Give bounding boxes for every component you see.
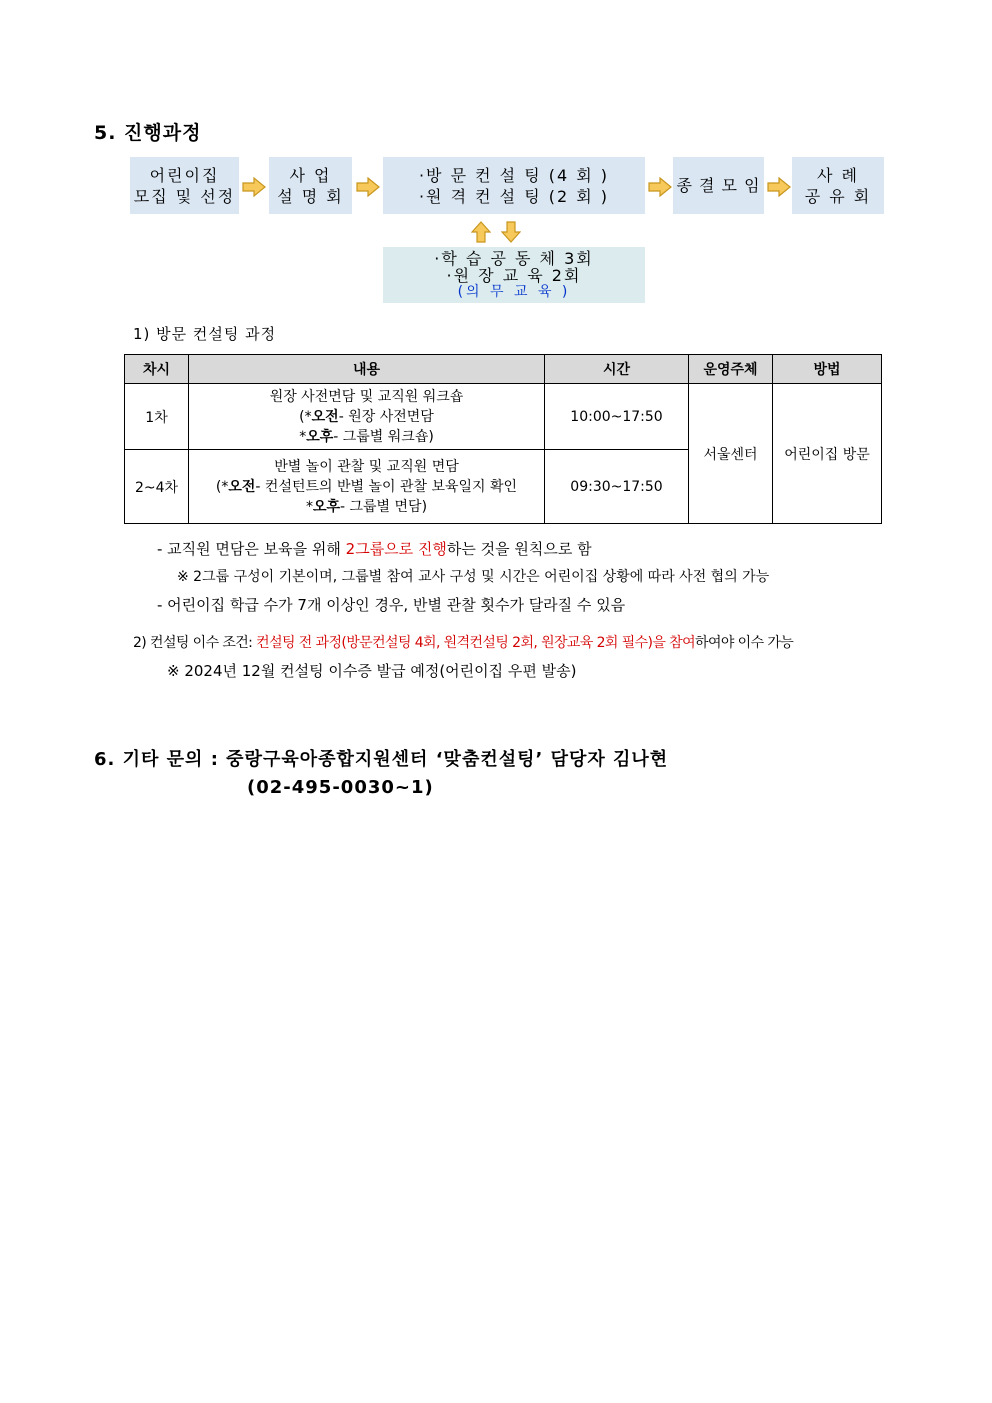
flow-step-case-sharing: [792, 157, 884, 214]
section6-contact: 6. 기타 문의 : 중랑구육아종합지원센터 ‘맞춤컨설팅’ 담당자 김나현: [94, 749, 669, 770]
content-line2: [189, 477, 544, 497]
session-cell: 2~4차: [125, 450, 189, 524]
arrow-right-icon: [242, 177, 266, 197]
content-line3-bold: 오후: [306, 428, 334, 445]
header-operator: 운영주체: [689, 355, 773, 384]
note-interview-post: 하는 것을 원칙으로 함: [446, 540, 592, 558]
content-line2-rest: - 원장 사전면담: [338, 408, 434, 425]
content-line1: 반별 놀이 관찰 및 교직원 면담: [274, 458, 459, 475]
content-line2-rest: - 컨설턴트의 반별 놀이 관찰 보육일지 확인: [255, 478, 518, 495]
arrow-right-icon: [648, 177, 672, 197]
arrow-right-icon: [356, 177, 380, 197]
flow-sub-line2: ·원 장 교 육 2회: [446, 265, 582, 285]
arrow-up-icon: [471, 221, 491, 243]
table-header-row: [125, 355, 882, 384]
content-cell: [189, 384, 545, 450]
flow-step-briefing: [269, 157, 352, 214]
section5-title: 5. 진행과정: [94, 122, 202, 144]
note-interview-highlight: 2그룹으로 진행: [345, 540, 447, 558]
flow-step-closing-label: 종 결 모 임: [676, 176, 761, 195]
header-time: 시간: [545, 355, 689, 384]
content-line3-rest: - 그룹별 면담): [340, 498, 428, 515]
content-line2-prefix: (*: [215, 478, 229, 495]
flow-sub-box: [383, 247, 645, 303]
flow-step-case-sharing-line1: 사 례: [817, 165, 859, 185]
session-cell: 1차: [125, 384, 189, 450]
content-line2-prefix: (*: [299, 408, 312, 425]
header-method: 방법: [773, 355, 882, 384]
content-line2: [189, 407, 544, 427]
schedule-table: [124, 354, 882, 524]
note-interview: [157, 538, 592, 559]
flow-step-consulting-line1: ·방 문 컨 설 팅 (4 회 ): [418, 165, 610, 185]
section6-phone: (02-495-0030~1): [247, 777, 434, 798]
content-line1: 원장 사전면담 및 교직원 워크숍: [269, 388, 464, 405]
content-line3-bold: 오후: [312, 498, 340, 515]
note-class-count: - 어린이집 학급 수가 7개 이상인 경우, 반별 관찰 횟수가 달라질 수 있음: [157, 596, 626, 614]
condition-highlight: 컨설팅 전 과정(방문컨설팅 4회, 원격컨설팅 2회, 원장교육 2회 필수)을 참여: [256, 635, 696, 651]
subsection2-note: ※ 2024년 12월 컨설팅 이수증 발급 예정(어린이집 우편 발송): [167, 662, 577, 680]
arrow-down-icon: [501, 221, 521, 243]
flow-step-recruit: [130, 157, 239, 214]
time-cell: 10:00~17:50: [545, 384, 689, 450]
content-line3-prefix: *: [299, 428, 307, 445]
table-row: [125, 384, 882, 450]
operator-cell: 서울센터: [689, 384, 773, 524]
content-line2-bold: 오전: [311, 408, 339, 425]
flow-step-consulting-line2: ·원 격 컨 설 팅 (2 회 ): [418, 186, 610, 206]
header-session: 차시: [125, 355, 189, 384]
content-line2-bold: 오전: [228, 478, 256, 495]
content-line3-prefix: *: [305, 498, 313, 515]
content-line3-rest: - 그룹별 워크숍): [333, 428, 434, 445]
flow-step-recruit-line2: 모집 및 선정: [133, 186, 236, 206]
content-line3: [189, 497, 544, 517]
flow-step-case-sharing-line2: 공 유 회: [804, 186, 872, 206]
note-interview-pre: - 교직원 면담은 보육을 위해: [157, 540, 346, 558]
content-cell: [189, 450, 545, 524]
header-content: 내용: [189, 355, 545, 384]
flow-sub-note: (의 무 교 육 ): [457, 283, 571, 300]
flow-step-consulting: [383, 157, 645, 214]
flow-sub-line1: ·학 습 공 동 체 3회: [434, 248, 594, 268]
content-line3: [189, 427, 544, 447]
arrow-right-icon: [767, 177, 791, 197]
condition-suffix: 하여야 이수 가능: [695, 635, 794, 651]
flow-step-briefing-line2: 설 명 회: [277, 186, 344, 206]
flow-step-closing: [673, 157, 764, 214]
condition-prefix: 2) 컨설팅 이수 조건:: [133, 635, 257, 651]
subsection1-title: 1) 방문 컨설팅 과정: [133, 325, 277, 343]
method-cell: 어린이집 방문: [773, 384, 882, 524]
time-cell: 09:30~17:50: [545, 450, 689, 524]
note-group-composition: ※ 2그룹 구성이 기본이며, 그룹별 참여 교사 구성 및 시간은 어린이집 상황에 따라 사전 협의 가능: [177, 569, 770, 585]
flow-step-recruit-line1: 어린이집: [149, 165, 220, 185]
flow-step-briefing-line1: 사 업: [289, 165, 332, 185]
subsection2-condition: [133, 632, 793, 652]
